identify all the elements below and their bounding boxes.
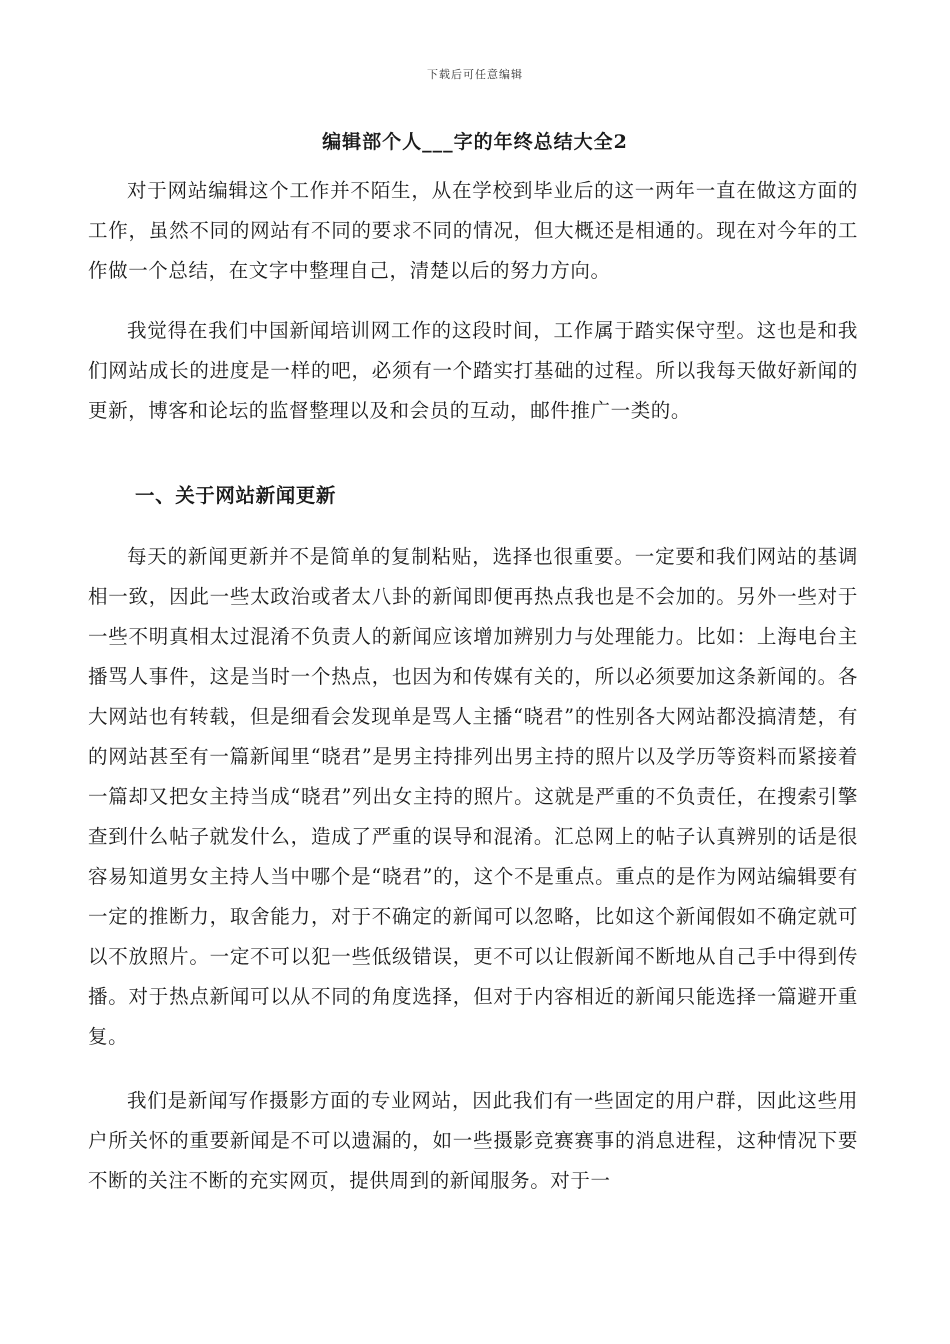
intro-paragraph [88,171,858,291]
section-heading: 一、关于网站新闻更新 [135,484,337,507]
user-group-paragraph [88,1081,858,1201]
paragraph-text: 我们是新闻写作摄影方面的专业网站，因此我们有一些固定的用户群，因此这些用户所关怀的重要新闻是不可以遗漏的，如一些摄影竞赛赛事的消息进程，这种情况下要不断的关注不断的充实网页，提供周到的新闻服务。对于一 [88,1089,858,1192]
news-update-paragraph [88,537,858,1057]
paragraph-text: 对于网站编辑这个工作并不陌生，从在学校到毕业后的这一两年一直在做这方面的工作，虽然不同的网站有不同的要求不同的情况，但大概还是相通的。现在对今年的工作做一个总结，在文字中整理自己，清楚以后的努力方向。 [88,179,858,282]
document-title: 编辑部个人___字的年终总结大全2 [322,131,628,153]
paragraph-text: 我觉得在我们中国新闻培训网工作的这段时间，工作属于踏实保守型。这也是和我们网站成长的进度是一样的吧，必须有一个踏实打基础的过程。所以我每天做好新闻的更新，博客和论坛的监督整理以及和会员的互动，邮件推广一类的。 [88,319,858,422]
paragraph-text: 每天的新闻更新并不是简单的复制粘贴，选择也很重要。一定要和我们网站的基调相一致，因此一些太政治或者太八卦的新闻即便再热点我也是不会加的。另外一些对于一些不明真相太过混淆不负责人的新闻应该增加辨别力与处理能力。比如：上海电台主播骂人事件，这是当时一个热点，也因为和传媒有关的，所以必须要加这条新闻的。各大网站也有转载，但是细看会发现单是骂人主播“晓君”的性别各大网站都没搞清楚，有的网站甚至有一篇新闻里“晓君”是男主持排列出男主持的照片以及学历等资料而紧接着一篇却又把女主持当成“晓君”列出女主持的照片。这就是严重的不负责任，在搜索引擎查到什么帖子就发什么，造成了严重的误导和混淆。汇总网上的帖子认真辨别的话是很容易知道男女主持人当中哪个是“晓君”的，这个不是重点。重点的是作为网站编辑要有一定的推断力，取舍能力，对于不确定的新闻可以忽略，比如这个新闻假如不确定就可以不放照片。一定不可以犯一些低级错误，更不可以让假新闻不断地从自己手中得到传播。对于热点新闻可以从不同的角度选择，但对于内容相近的新闻只能选择一篇避开重复。 [88,545,858,1048]
header-note: 下载后可任意编辑 [427,68,523,81]
work-style-paragraph [88,311,858,431]
